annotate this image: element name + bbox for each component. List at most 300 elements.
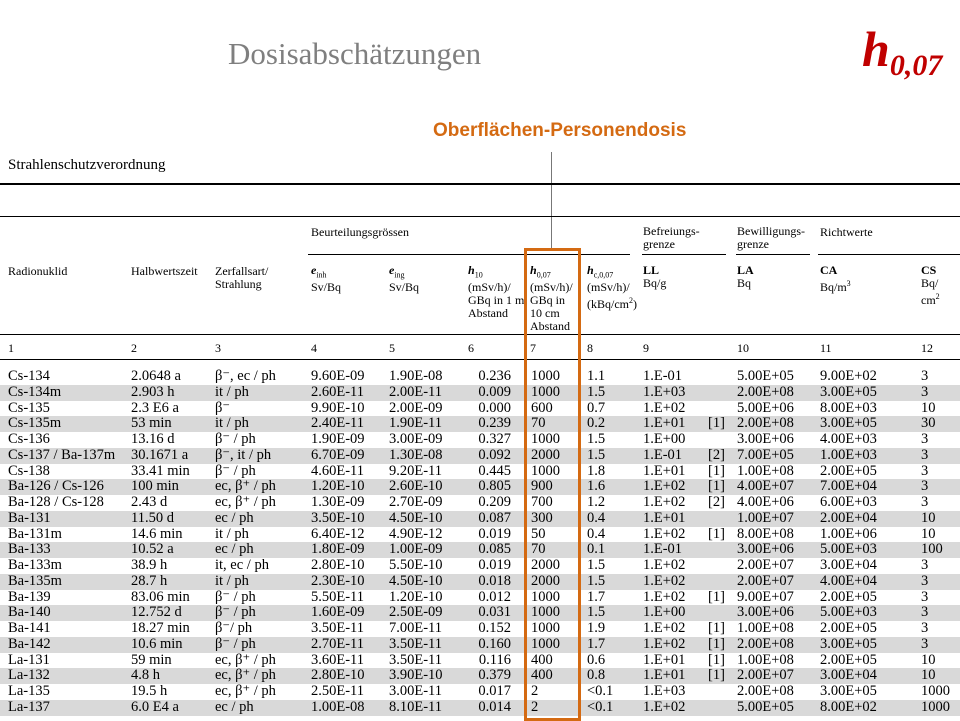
cell-cs: 10 (921, 525, 936, 542)
cell-ll: 1.E+01 (643, 509, 686, 526)
cell-zer: it / ph (215, 525, 249, 542)
cell-nuk: Ba-133m (8, 557, 62, 573)
cell-cs: 3 (921, 368, 929, 384)
cell-eing: 4.50E-10 (389, 572, 443, 589)
cell-hwz: 59 min (131, 651, 172, 668)
cell-h007: 1000 (531, 604, 560, 621)
table-row (0, 668, 960, 684)
cell-zer: β⁻ (215, 399, 231, 416)
hc-symbol: h (587, 263, 594, 277)
column-number-10: 10 (737, 341, 749, 355)
cell-hc: 1.1 (587, 368, 606, 384)
cell-cs: 3 (921, 620, 929, 636)
table-row (0, 558, 960, 574)
table-row (0, 464, 960, 480)
cell-zer: ec / ph (215, 509, 254, 526)
cell-hwz: 6.0 E4 a (131, 698, 179, 715)
cell-la: 3.00E+06 (737, 431, 794, 447)
cell-nuk: Cs-134m (8, 383, 62, 400)
table-row (0, 385, 960, 401)
group-rule-befreiung (642, 254, 726, 255)
cell-la: 5.00E+05 (737, 698, 794, 715)
cell-ca: 6.00E+03 (820, 494, 877, 510)
cell-ll: 1.E+02 (643, 572, 686, 589)
cell-ca: 2.00E+05 (820, 588, 877, 605)
cell-nuk: Ba-131m (8, 525, 62, 542)
cell-ll: 1.E+01 (643, 415, 686, 432)
cell-h007: 1000 (531, 620, 560, 636)
einh-unit: Sv/Bq (311, 280, 342, 295)
cell-zer: β⁻ / ph (215, 604, 256, 621)
group-rule-bewilligung (736, 254, 810, 255)
h007-symbol-main: h (862, 21, 890, 77)
cell-einh: 1.20E-10 (311, 478, 365, 495)
table-row (0, 653, 960, 669)
cell-ca: 8.00E+03 (820, 399, 877, 416)
hc-unit-close: ) (633, 297, 637, 312)
table-row (0, 605, 960, 621)
cell-eing: 2.00E-11 (389, 383, 443, 400)
h007-unit-line4: Abstand (530, 319, 570, 334)
cell-fn: [1] (708, 651, 725, 668)
cell-einh: 2.60E-11 (311, 383, 365, 400)
cell-ca: 3.00E+05 (820, 683, 877, 699)
cell-cs: 30 (921, 415, 936, 432)
eing-unit: Sv/Bq (389, 280, 420, 295)
cell-hc: 0.1 (587, 541, 606, 558)
cell-eing: 8.10E-11 (389, 698, 443, 715)
group-rule-beurteilung (308, 254, 630, 255)
cell-cs: 3 (921, 462, 929, 479)
cell-h007: 70 (531, 415, 546, 432)
cell-hc: 1.5 (587, 604, 606, 621)
cell-einh: 2.40E-11 (311, 415, 365, 432)
table-row (0, 479, 960, 495)
h007-symbol (862, 21, 943, 82)
column-number-8: 8 (587, 341, 593, 355)
hc-unit-line2: (kBq/cm (587, 297, 629, 312)
cell-hwz: 30.1671 a (131, 446, 189, 463)
cell-h007: 400 (531, 667, 553, 684)
cell-h007: 300 (531, 509, 553, 526)
cell-h007: 2000 (531, 572, 560, 589)
table-row (0, 574, 960, 590)
cell-la: 5.00E+05 (737, 368, 794, 384)
cell-la: 2.00E+08 (737, 383, 794, 400)
header-hc007 (587, 264, 637, 311)
header-halbwertszeit: Halbwertszeit (131, 264, 198, 278)
cell-hc: 0.2 (587, 415, 606, 432)
cell-zer: ec, β⁺ / ph (215, 478, 276, 495)
cell-cs: 3 (921, 604, 929, 621)
cell-einh: 5.50E-11 (311, 588, 365, 605)
cell-hwz: 10.6 min (131, 635, 183, 652)
cell-eing: 1.20E-10 (389, 588, 443, 605)
cell-zer: β⁻, it / ph (215, 446, 272, 463)
header-befreiungsgrenze (643, 225, 700, 251)
cell-zer: ec, β⁺ / ph (215, 494, 276, 510)
cell-ca: 3.00E+05 (820, 415, 877, 432)
cell-hwz: 53 min (131, 415, 172, 432)
cell-ca: 2.00E+05 (820, 462, 877, 479)
table-row (0, 590, 960, 606)
column-number-11: 11 (820, 341, 832, 355)
cell-zer: ec, β⁺ / ph (215, 683, 276, 699)
cell-nuk: Ba-141 (8, 620, 51, 636)
cell-ca: 2.00E+05 (820, 651, 877, 668)
cell-eing: 3.00E-09 (389, 431, 443, 447)
cell-h10: 0.019 (478, 525, 511, 542)
cell-ca: 5.00E+03 (820, 541, 877, 558)
cell-nuk: Cs-138 (8, 462, 50, 479)
cell-ll: 1.E+00 (643, 431, 686, 447)
cell-einh: 2.70E-11 (311, 635, 365, 652)
header-rule (0, 216, 960, 217)
cell-hc: 0.8 (587, 667, 606, 684)
cell-cs: 3 (921, 431, 929, 447)
cell-nuk: Ba-131 (8, 509, 51, 526)
ca-symbol: CA (820, 263, 838, 277)
table-row (0, 432, 960, 448)
cell-hwz: 4.8 h (131, 667, 160, 684)
table-row (0, 495, 960, 511)
table-row (0, 448, 960, 464)
cell-einh: 2.80E-10 (311, 667, 365, 684)
callout-label: Oberflächen-Personendosis (433, 120, 687, 141)
cell-eing: 2.50E-09 (389, 604, 443, 621)
cell-h10: 0.152 (478, 620, 511, 636)
befreiung-line1: Befreiungs- (643, 224, 700, 238)
cell-la: 8.00E+08 (737, 525, 794, 542)
cell-hwz: 12.752 d (131, 604, 182, 621)
cell-fn: [1] (708, 588, 725, 605)
cell-ll: 1.E+01 (643, 651, 686, 668)
cell-nuk: Cs-135m (8, 415, 62, 432)
cell-nuk: La-137 (8, 698, 50, 715)
cell-la: 7.00E+05 (737, 446, 794, 463)
cell-ca: 3.00E+04 (820, 557, 877, 573)
cell-cs: 100 (921, 541, 943, 558)
column-number-4: 4 (311, 341, 317, 355)
cell-ll: 1.E+02 (643, 588, 686, 605)
cell-cs: 1000 (921, 698, 950, 715)
cell-la: 2.00E+08 (737, 683, 794, 699)
cell-la: 2.00E+07 (737, 557, 794, 573)
cell-hwz: 28.7 h (131, 572, 168, 589)
cell-ca: 2.00E+05 (820, 620, 877, 636)
cell-einh: 1.60E-09 (311, 604, 365, 621)
cs-symbol: CS (921, 263, 937, 277)
header-zerfallsart-line2: Strahlung (215, 277, 262, 291)
table-body (0, 369, 960, 716)
table-row (0, 542, 960, 558)
cell-h007: 2000 (531, 557, 560, 573)
cell-nuk: Cs-135 (8, 399, 50, 416)
cell-h10: 0.379 (478, 667, 511, 684)
cell-einh: 4.60E-11 (311, 462, 365, 479)
header-ca (820, 264, 851, 294)
column-7-highlight-box (524, 248, 581, 721)
header-radionuklid: Radionuklid (8, 264, 68, 278)
cell-ll: 1.E+02 (643, 635, 686, 652)
cell-hc: <0.1 (587, 683, 614, 699)
cell-la: 2.00E+07 (737, 572, 794, 589)
cell-zer: it / ph (215, 415, 249, 432)
ll-unit: Bq/g (643, 276, 667, 290)
cell-hwz: 33.41 min (131, 462, 190, 479)
cell-ll: 1.E+03 (643, 383, 686, 400)
header-eing (389, 264, 419, 294)
hc-unit-line1: (mSv/h)/ (587, 280, 630, 295)
cell-hwz: 83.06 min (131, 588, 190, 605)
table-row (0, 416, 960, 432)
cell-einh: 1.90E-09 (311, 431, 365, 447)
cell-la: 4.00E+07 (737, 478, 794, 495)
cell-h10: 0.239 (478, 415, 511, 432)
eing-subscript: ing (394, 270, 405, 280)
h10-symbol: h (468, 263, 475, 277)
header-ll (643, 264, 666, 290)
body-top-rule (0, 359, 960, 360)
cell-cs: 3 (921, 446, 929, 463)
cell-la: 5.00E+06 (737, 399, 794, 416)
cell-einh: 1.30E-09 (311, 494, 365, 510)
cell-fn: [2] (708, 446, 725, 463)
cs-unit-line1: Bq/ (921, 276, 939, 290)
cell-ll: 1.E+02 (643, 399, 686, 416)
cs-unit-line2: cm (921, 293, 936, 307)
cell-eing: 5.50E-10 (389, 557, 443, 573)
cell-h10: 0.160 (478, 635, 511, 652)
cell-ll: 1.E+02 (643, 557, 686, 573)
cell-zer: β⁻, ec / ph (215, 368, 276, 384)
cell-h007: 2000 (531, 446, 560, 463)
cell-ca: 3.00E+04 (820, 667, 877, 684)
cell-hc: 1.9 (587, 620, 606, 636)
cell-h10: 0.805 (478, 478, 511, 495)
cell-einh: 2.50E-11 (311, 683, 365, 699)
cell-nuk: Ba-133 (8, 541, 51, 558)
cell-fn: [1] (708, 415, 725, 432)
cell-h007: 1000 (531, 383, 560, 400)
cell-h007: 1000 (531, 431, 560, 447)
cell-ll: 1.E+02 (643, 525, 686, 542)
cell-h007: 700 (531, 494, 553, 510)
cs-unit-superscript: 2 (935, 292, 940, 301)
cell-la: 9.00E+07 (737, 588, 794, 605)
cell-ca: 3.00E+05 (820, 383, 877, 400)
cell-cs: 3 (921, 494, 929, 510)
cell-cs: 3 (921, 383, 929, 400)
table-row (0, 684, 960, 700)
h10-unit-line2: GBq in 1 m (468, 293, 525, 308)
cell-la: 3.00E+06 (737, 541, 794, 558)
einh-symbol: e (311, 263, 317, 277)
column-number-1: 1 (8, 341, 14, 355)
cell-h10: 0.019 (478, 557, 511, 573)
cell-hc: 1.8 (587, 462, 606, 479)
cell-eing: 1.00E-09 (389, 541, 443, 558)
table-row (0, 369, 960, 385)
cell-hc: 1.6 (587, 478, 606, 495)
cell-eing: 7.00E-11 (389, 620, 443, 636)
cell-cs: 3 (921, 635, 929, 652)
cell-hc: 1.5 (587, 446, 606, 463)
table-row (0, 527, 960, 543)
cell-einh: 2.80E-10 (311, 557, 365, 573)
cell-hc: 1.5 (587, 572, 606, 589)
cell-eing: 4.90E-12 (389, 525, 443, 542)
cell-nuk: La-132 (8, 667, 50, 684)
cell-einh: 1.00E-08 (311, 698, 365, 715)
cell-ca: 5.00E+03 (820, 604, 877, 621)
cell-eing: 2.60E-10 (389, 478, 443, 495)
cell-hwz: 2.43 d (131, 494, 168, 510)
cell-nuk: Cs-136 (8, 431, 50, 447)
bewilligung-line1: Bewilligungs- (737, 224, 805, 238)
cell-hwz: 2.3 E6 a (131, 399, 179, 416)
cell-h007: 600 (531, 399, 553, 416)
h007-unit-line1: (mSv/h)/ (530, 280, 573, 295)
cell-zer: β⁻ / ph (215, 588, 256, 605)
cell-la: 1.00E+08 (737, 651, 794, 668)
h007-symbol-header: h (530, 264, 537, 277)
ca-unit: Bq/m (820, 280, 847, 294)
h007-unit-line2: GBq in (530, 293, 566, 308)
cell-hc: 1.5 (587, 431, 606, 447)
cell-eing: 3.90E-10 (389, 667, 443, 684)
cell-ll: 1.E+02 (643, 478, 686, 495)
h007-unit-line3: 10 cm (530, 306, 560, 321)
cell-hc: 0.4 (587, 525, 606, 542)
cell-eing: 1.90E-08 (389, 368, 443, 384)
cell-h007: 1000 (531, 368, 560, 384)
cell-cs: 3 (921, 588, 929, 605)
cell-ll: 1.E-01 (643, 368, 683, 384)
cell-h007: 1000 (531, 588, 560, 605)
cell-ll: 1.E+01 (643, 462, 686, 479)
h10-unit-line3: Abstand (468, 306, 508, 321)
cell-h10: 0.327 (478, 431, 511, 447)
group-rule-richtwerte (818, 254, 960, 255)
ll-symbol: LL (643, 263, 660, 277)
cell-h007: 2 (531, 683, 539, 699)
cell-ca: 2.00E+04 (820, 509, 877, 526)
cell-la: 1.00E+08 (737, 620, 794, 636)
cell-h007: 400 (531, 651, 553, 668)
cell-ca: 4.00E+04 (820, 572, 877, 589)
cell-hc: 1.5 (587, 557, 606, 573)
cell-h10: 0.445 (478, 462, 511, 479)
column-number-2: 2 (131, 341, 137, 355)
cell-ca: 1.00E+03 (820, 446, 877, 463)
cell-cs: 3 (921, 478, 929, 495)
cell-einh: 3.60E-11 (311, 651, 365, 668)
cell-einh: 9.60E-09 (311, 368, 365, 384)
cell-hwz: 2.903 h (131, 383, 175, 400)
cell-nuk: Cs-134 (8, 368, 50, 384)
cell-h007: 70 (531, 541, 546, 558)
header-zerfallsart-line1: Zerfallsart/ (215, 264, 269, 278)
cell-nuk: Cs-137 / Ba-137m (8, 446, 116, 463)
h007-subscript-header: 0,07 (536, 270, 551, 280)
cell-ca: 3.00E+05 (820, 635, 877, 652)
cell-ca: 8.00E+02 (820, 698, 877, 715)
header-h10 (468, 264, 524, 320)
cell-hc: 1.2 (587, 494, 606, 510)
cell-nuk: Ba-128 / Cs-128 (8, 494, 104, 510)
cell-eing: 3.50E-11 (389, 651, 443, 668)
cell-h10: 0.087 (478, 509, 511, 526)
cell-cs: 10 (921, 399, 936, 416)
hc-subscript: c,0,07 (593, 270, 614, 280)
cell-nuk: Ba-135m (8, 572, 62, 589)
cell-einh: 3.50E-10 (311, 509, 365, 526)
table-row (0, 637, 960, 653)
header-richtwerte: Richtwerte (820, 225, 873, 239)
cell-ca: 9.00E+02 (820, 368, 877, 384)
cell-hwz: 10.52 a (131, 541, 174, 558)
cell-cs: 3 (921, 572, 929, 589)
cell-zer: ec, β⁺ / ph (215, 667, 276, 684)
cell-h10: 0.085 (478, 541, 511, 558)
cell-ll: 1.E+02 (643, 620, 686, 636)
cell-h10: 0.000 (478, 399, 511, 416)
cell-einh: 6.70E-09 (311, 446, 365, 463)
cell-nuk: La-131 (8, 651, 50, 668)
column-number-7: 7 (530, 341, 536, 355)
cell-h10: 0.012 (478, 588, 511, 605)
cell-zer: it / ph (215, 572, 249, 589)
cell-einh: 2.30E-10 (311, 572, 365, 589)
cell-hc: 0.6 (587, 651, 606, 668)
cell-fn: [1] (708, 462, 725, 479)
cell-ca: 1.00E+06 (820, 525, 877, 542)
header-beurteilungsgroessen: Beurteilungsgrössen (311, 225, 409, 239)
header-bewilligungsgrenze (737, 225, 805, 251)
cell-h10: 0.017 (478, 683, 511, 699)
cell-h007: 1000 (531, 462, 560, 479)
cell-ll: 1.E-01 (643, 446, 683, 463)
la-unit: Bq (737, 276, 752, 290)
table-row (0, 511, 960, 527)
cell-hc: <0.1 (587, 698, 614, 715)
cell-einh: 6.40E-12 (311, 525, 365, 542)
cell-hc: 1.5 (587, 383, 606, 400)
cell-h007: 900 (531, 478, 553, 495)
slide-title: Dosisabschätzungen (228, 36, 482, 71)
cell-zer: ec / ph (215, 541, 254, 558)
header-einh (311, 264, 341, 294)
cell-h10: 0.116 (478, 651, 511, 668)
cell-hwz: 2.0648 a (131, 368, 181, 384)
cell-h10: 0.009 (478, 383, 511, 400)
table-row (0, 401, 960, 417)
cell-einh: 3.50E-11 (311, 620, 365, 636)
h10-unit-line1: (mSv/h)/ (468, 280, 511, 295)
cell-ll: 1.E+02 (643, 494, 686, 510)
cell-hwz: 38.9 h (131, 557, 168, 573)
cell-einh: 1.80E-09 (311, 541, 365, 558)
column-number-3: 3 (215, 341, 221, 355)
cell-eing: 4.50E-10 (389, 509, 443, 526)
cell-nuk: La-135 (8, 683, 50, 699)
cell-einh: 9.90E-10 (311, 399, 365, 416)
cell-zer: β⁻ / ph (215, 431, 256, 447)
cell-zer: it, ec / ph (215, 557, 269, 573)
header-zerfallsart (215, 265, 268, 291)
cell-ll: 1.E+03 (643, 683, 686, 699)
